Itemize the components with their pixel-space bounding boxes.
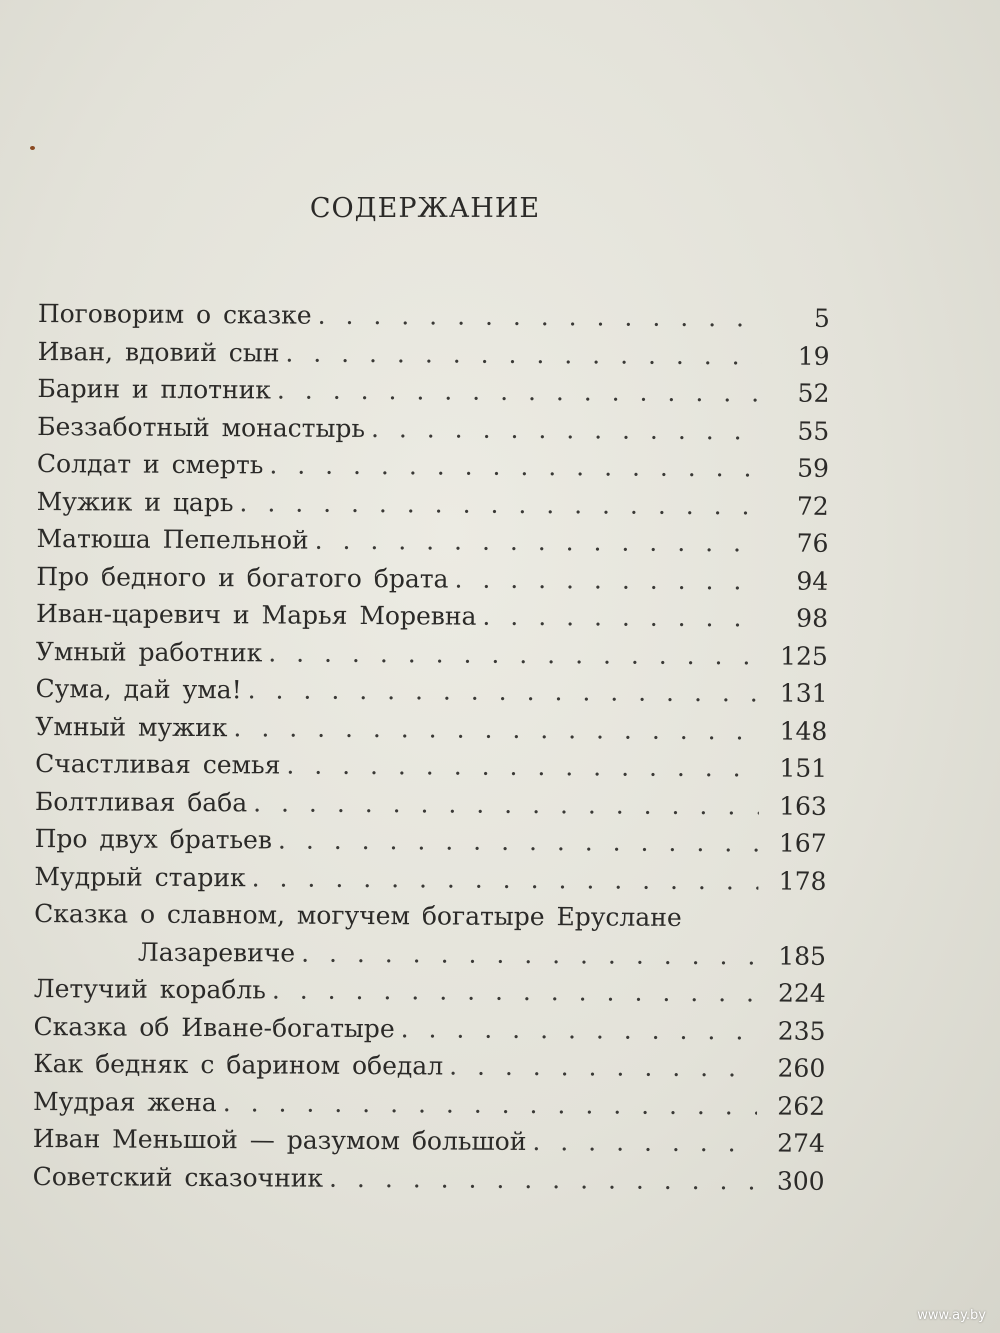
toc-entry: [33, 1045, 825, 1087]
toc-entry: [33, 1007, 825, 1049]
toc-entry: [35, 707, 827, 749]
toc-entry: [37, 445, 829, 487]
ink-speck: [30, 146, 35, 150]
toc-entry-title: Иван Меньшой — разумом большой: [32, 1123, 527, 1156]
toc-entry: [34, 857, 826, 899]
toc-entry-page: 5: [813, 303, 830, 333]
dot-leader: [329, 1159, 757, 1199]
toc-entry: [33, 1157, 825, 1199]
toc-entry-title: Умный мужик: [35, 711, 228, 742]
dot-leader: [532, 1123, 757, 1162]
toc-entry: [36, 557, 828, 599]
toc-entry: [34, 895, 826, 937]
toc-entry-page: 98: [796, 603, 829, 633]
toc-entry: [38, 295, 830, 337]
dot-leader: [248, 671, 760, 712]
dot-leader: [401, 1010, 758, 1050]
toc-entry-page: 125: [780, 641, 828, 671]
toc-entry: [35, 670, 827, 712]
toc-entry-title: Иван, вдовий сын: [37, 336, 280, 367]
toc-entry-title: Поговорим о сказке: [37, 298, 312, 330]
dot-leader: [239, 484, 760, 525]
toc-entry-page: 262: [777, 1091, 826, 1121]
toc-entry-page: 235: [777, 1016, 826, 1046]
toc-entry-page: 148: [779, 716, 828, 746]
dot-leader: [268, 634, 760, 675]
toc-entry: [37, 482, 829, 524]
toc-entry-page: 94: [796, 566, 829, 596]
dot-leader: [371, 410, 761, 450]
toc-entry-page: 72: [796, 491, 829, 521]
toc-entry-page: 131: [779, 678, 828, 708]
table-of-contents: [33, 295, 830, 1200]
dot-leader: [252, 859, 759, 900]
watermark: www.ay.by: [917, 1308, 986, 1323]
toc-entry: [33, 1082, 825, 1124]
dot-leader: [253, 784, 759, 825]
toc-entry: [36, 520, 828, 562]
toc-entry-title: Советский сказочник: [32, 1161, 324, 1193]
dot-leader: [269, 446, 761, 487]
toc-entry-page: 76: [796, 528, 829, 558]
toc-entry-title: Матюша Пепельной: [36, 523, 309, 555]
toc-entry: [37, 407, 829, 449]
toc-entry: [35, 820, 827, 862]
toc-entry-page: 178: [778, 866, 827, 896]
toc-entry-title: Беззаботный монастырь: [37, 411, 366, 443]
toc-entry-page: 163: [779, 791, 827, 821]
toc-entry-page: 260: [777, 1053, 826, 1083]
toc-entry-title: Летучий корабль: [33, 973, 266, 1005]
toc-entry-title: Мудрый старик: [34, 861, 246, 892]
toc-entry-title: Умный работник: [35, 636, 263, 667]
toc-entry-title: Как бедняк с барином обедал: [33, 1048, 444, 1081]
toc-entry-title: Мужик и царь: [36, 486, 234, 517]
toc-entry-title: Сказка о славном, могучем богатыре Еруслане: [34, 898, 682, 932]
toc-entry: [36, 632, 828, 674]
toc-entry-title-continuation: Лазаревиче: [137, 937, 296, 968]
toc-entry-title: Счастливая семья: [35, 748, 281, 780]
toc-entry-page: 59: [797, 453, 830, 483]
toc-entry-title: Сказка об Иване-богатыре: [33, 1011, 395, 1043]
dot-leader: [301, 934, 758, 974]
toc-entry-title: Про бедного и богатого брата: [36, 561, 449, 594]
toc-entry-title: Про двух братьев: [34, 823, 273, 855]
toc-entry: [37, 370, 829, 412]
dot-leader: [454, 560, 760, 599]
toc-entry-title: Иван-царевич и Марья Моревна: [35, 598, 477, 631]
toc-entry-page: 300: [776, 1166, 825, 1196]
toc-entry-title: Сума, дай ума!: [35, 673, 242, 705]
toc-entry-page: 52: [797, 378, 830, 408]
toc-entry: [34, 970, 826, 1012]
toc-entry-page: 167: [778, 828, 827, 858]
toc-entry: [36, 595, 828, 637]
dot-leader: [482, 598, 760, 637]
toc-entry-page: 19: [797, 341, 830, 371]
toc-entry-page: 185: [778, 941, 827, 971]
dot-leader: [449, 1048, 757, 1087]
toc-entry-page: 224: [777, 978, 826, 1008]
toc-entry: [33, 1120, 825, 1162]
dot-leader: [223, 1084, 758, 1125]
dot-leader: [285, 334, 761, 374]
toc-entry-title: Барин и плотник: [37, 373, 272, 405]
toc-entry: [35, 782, 827, 824]
page-title: СОДЕРЖАНИЕ: [309, 193, 541, 224]
dot-leader: [315, 522, 761, 562]
dot-leader: [272, 971, 758, 1011]
toc-entry: [35, 745, 827, 787]
toc-entry-title: Солдат и смерть: [36, 448, 264, 480]
toc-entry-title: Болтливая баба: [34, 786, 248, 817]
dot-leader: [277, 371, 762, 411]
toc-entry-page: 274: [777, 1128, 825, 1158]
toc-entry: [38, 332, 830, 374]
dot-leader: [318, 297, 762, 337]
toc-entry-page: 151: [779, 753, 828, 783]
toc-entry-continuation: [34, 932, 826, 974]
dot-leader: [233, 709, 759, 750]
dot-leader: [286, 747, 759, 787]
toc-entry-page: 55: [797, 416, 830, 446]
toc-entry-title: Мудрая жена: [32, 1086, 217, 1117]
dot-leader: [278, 821, 759, 861]
